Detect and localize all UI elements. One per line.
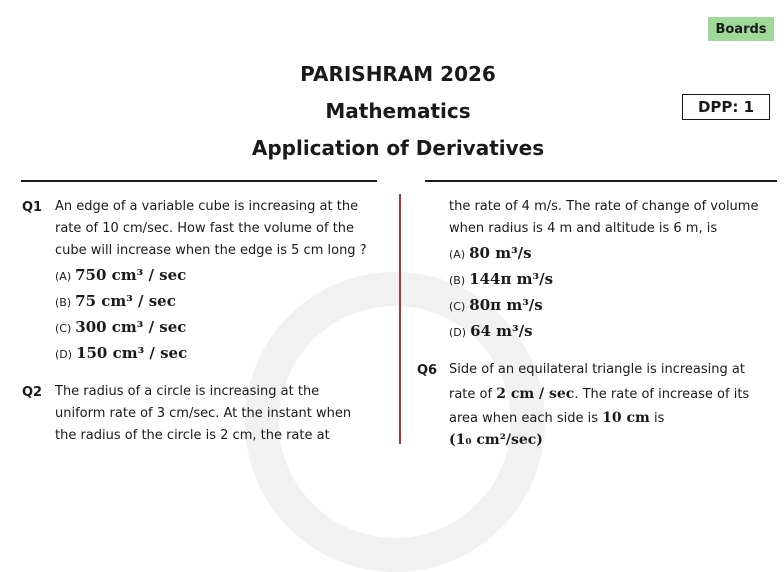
- q6-text-segment: is: [649, 411, 665, 426]
- q6-text-segment: . The rate of increase of its: [574, 387, 750, 402]
- option-value: 750 cm³ / sec: [75, 266, 187, 284]
- option-label: (C): [449, 300, 466, 313]
- question-number-q6: Q6: [417, 363, 438, 378]
- option-label: (D): [449, 326, 467, 339]
- subject-title: Mathematics: [325, 99, 471, 123]
- question-text-q2-line3: the radius of the circle is 2 cm, the rate at: [55, 428, 330, 443]
- option-value: 75 cm³ / sec: [75, 292, 176, 310]
- q6-rate-value: 2 cm / sec: [496, 386, 575, 402]
- column-divider: [399, 194, 401, 444]
- q6-side-value: 10 cm: [602, 410, 650, 426]
- option-value: 64 m³/s: [470, 322, 533, 340]
- header-rule-right: [425, 180, 777, 182]
- question-text-q5-line1: the rate of 4 m/s. The rate of change of volume: [449, 199, 759, 214]
- question-number-q1: Q1: [22, 200, 43, 215]
- q1-option-b[interactable]: [55, 292, 176, 314]
- question-text-q5-line2: when radius is 4 m and altitude is 6 m, is: [449, 221, 718, 236]
- q6-text-segment: rate of: [449, 387, 497, 402]
- option-label: (D): [55, 348, 73, 361]
- boards-badge: Boards: [708, 17, 774, 41]
- q6-partial-option: (1₀ cm²/sec): [449, 432, 543, 448]
- question-text-q6-line1: Side of an equilateral triangle is increasing at: [449, 362, 745, 377]
- q1-option-c[interactable]: [55, 318, 186, 340]
- series-title: PARISHRAM 2026: [300, 62, 496, 86]
- chapter-title: Application of Derivatives: [251, 136, 545, 160]
- dpp-box: DPP: 1: [682, 94, 770, 120]
- option-label: (A): [449, 248, 466, 261]
- question-text-q1-line3: cube will increase when the edge is 5 cm long ?: [55, 243, 367, 258]
- q5-option-c[interactable]: [449, 296, 543, 318]
- q1-option-d[interactable]: [55, 344, 187, 366]
- option-label: (C): [55, 322, 72, 335]
- question-text-q2-line2: uniform rate of 3 cm/sec. At the instant when: [55, 406, 352, 421]
- question-text-q1-line1: An edge of a variable cube is increasing at the: [55, 199, 359, 214]
- option-label: (B): [55, 296, 72, 309]
- header-rule-left: [21, 180, 377, 182]
- option-value: 144π m³/s: [469, 270, 554, 288]
- option-label: (A): [55, 270, 72, 283]
- option-value: 150 cm³ / sec: [76, 344, 188, 362]
- q5-option-a[interactable]: [449, 244, 532, 266]
- q6-text-segment: area when each side is: [449, 411, 603, 426]
- q5-option-b[interactable]: [449, 270, 553, 292]
- option-value: 80 m³/s: [469, 244, 532, 262]
- option-value: 80π m³/s: [469, 296, 543, 314]
- option-value: 300 cm³ / sec: [75, 318, 187, 336]
- option-label: (B): [449, 274, 466, 287]
- question-text-q2-line1: The radius of a circle is increasing at the: [55, 384, 320, 399]
- question-text-q6-line3: [449, 407, 664, 430]
- q1-option-a[interactable]: [55, 266, 186, 288]
- question-number-q2: Q2: [22, 385, 43, 400]
- question-text-q1-line2: rate of 10 cm/sec. How fast the volume of the: [55, 221, 355, 236]
- q5-option-d[interactable]: [449, 322, 533, 344]
- question-text-q6-line2: [449, 383, 749, 406]
